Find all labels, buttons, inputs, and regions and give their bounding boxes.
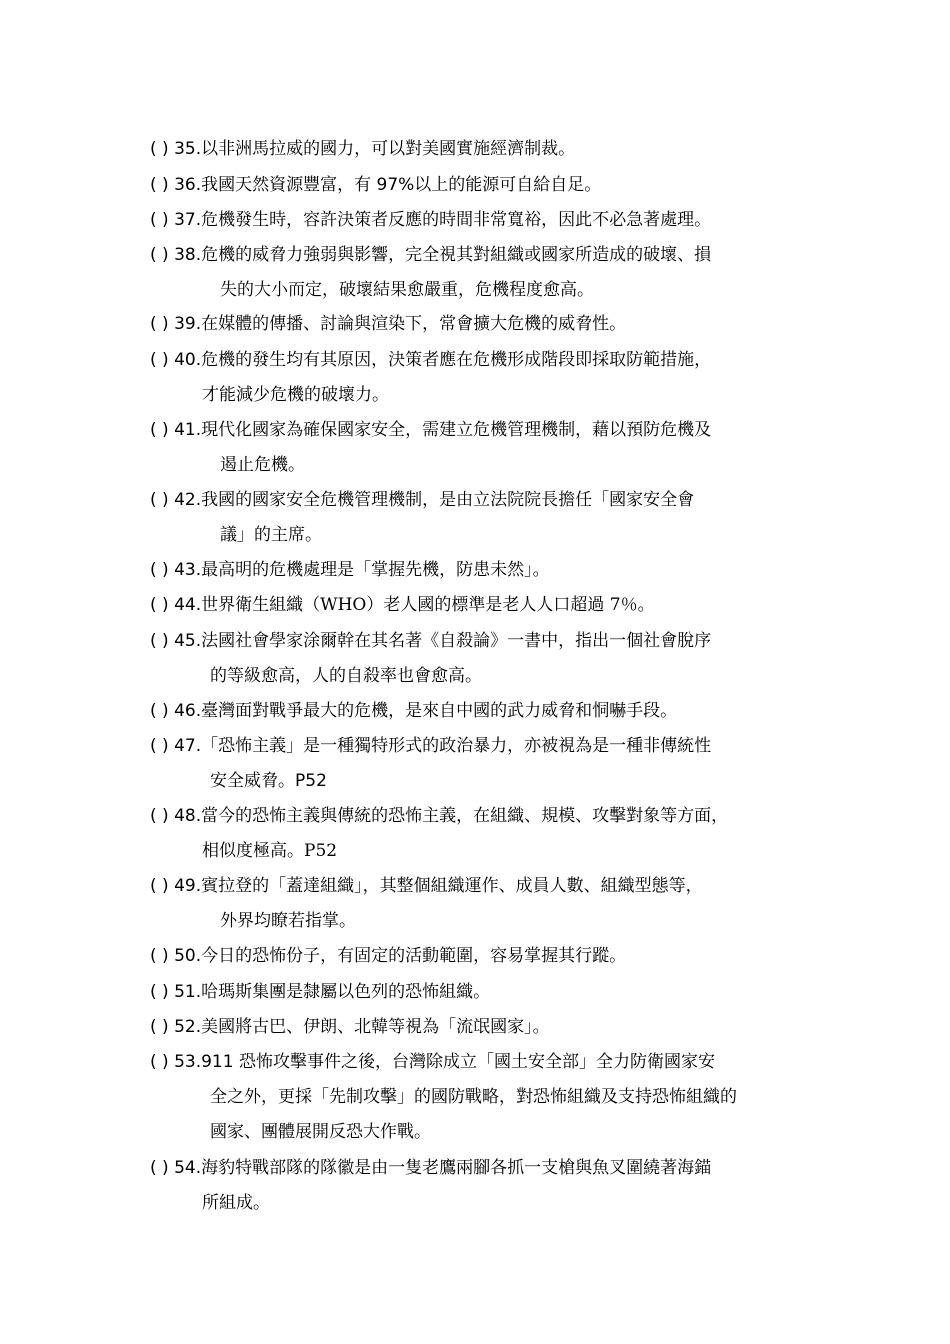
answer-blank-45[interactable]: ( ) 45. bbox=[150, 631, 202, 651]
question-text: 危機的威脅力強弱與影響，完全視其對組織或國家所造成的破壞、損 bbox=[201, 245, 712, 265]
question-40 bbox=[150, 343, 820, 413]
question-43 bbox=[150, 553, 820, 588]
question-text-continued: 議」的主席。 bbox=[220, 525, 322, 545]
question-50 bbox=[150, 939, 820, 974]
question-36 bbox=[150, 168, 820, 203]
question-text: 美國將古巴、伊朗、北韓等視為「流氓國家」。 bbox=[201, 1017, 550, 1037]
question-47 bbox=[150, 729, 820, 799]
question-text: 海豹特戰部隊的隊徽是由一隻老鷹兩腳各抓一支槍與魚叉圍繞著海錨 bbox=[201, 1158, 712, 1178]
question-text: 當今的恐怖主義與傳統的恐怖主義，在組織、規模、攻擊對象等方面， bbox=[201, 806, 729, 826]
question-44 bbox=[150, 588, 820, 623]
answer-blank-44[interactable]: ( ) 44. bbox=[150, 595, 202, 615]
answer-blank-39[interactable]: ( ) 39. bbox=[150, 314, 202, 334]
answer-blank-42[interactable]: ( ) 42. bbox=[150, 490, 202, 510]
question-text: 「恐怖主義」是一種獨特形式的政治暴力，亦被視為是一種非傳統性 bbox=[201, 736, 712, 756]
question-text: 最高明的危機處理是「掌握先機，防患未然」。 bbox=[201, 560, 550, 580]
question-41 bbox=[150, 413, 820, 483]
question-text-continued: 遏止危機。 bbox=[220, 455, 305, 475]
question-49 bbox=[150, 869, 820, 939]
question-text-continued: 國家、團體展開反恐大作戰。 bbox=[210, 1122, 431, 1142]
answer-blank-43[interactable]: ( ) 43. bbox=[150, 560, 202, 580]
answer-blank-36[interactable]: ( ) 36. bbox=[150, 175, 202, 195]
answer-blank-52[interactable]: ( ) 52. bbox=[150, 1017, 202, 1037]
question-46 bbox=[150, 694, 820, 729]
question-53 bbox=[150, 1045, 820, 1150]
question-text: 以非洲馬拉威的國力，可以對美國實施經濟制裁。 bbox=[201, 139, 576, 159]
question-text: 現代化國家為確保國家安全，需建立危機管理機制，藉以預防危機及 bbox=[201, 420, 712, 440]
question-text: 911 恐怖攻擊事件之後，台灣除成立「國土安全部」全力防衛國家安 bbox=[201, 1052, 715, 1072]
question-text: 世界衛生組織（WHO）老人國的標準是老人人口超過 7％。 bbox=[201, 595, 655, 615]
question-text-continued: 所組成。 bbox=[202, 1193, 270, 1213]
answer-blank-41[interactable]: ( ) 41. bbox=[150, 420, 202, 440]
question-42 bbox=[150, 483, 820, 553]
question-text-continued: 的等級愈高，人的自殺率也會愈高。 bbox=[210, 666, 482, 686]
answer-blank-48[interactable]: ( ) 48. bbox=[150, 806, 202, 826]
answer-blank-50[interactable]: ( ) 50. bbox=[150, 946, 202, 966]
answer-blank-37[interactable]: ( ) 37. bbox=[150, 210, 202, 230]
question-35 bbox=[150, 132, 820, 167]
question-text-continued: 相似度極高。P52 bbox=[202, 841, 338, 861]
question-text: 哈瑪斯集團是隸屬以色列的恐怖組織。 bbox=[201, 982, 491, 1002]
question-text: 我國的國家安全危機管理機制，是由立法院院長擔任「國家安全會 bbox=[201, 490, 695, 510]
question-text-continued: 外界均瞭若指掌。 bbox=[220, 911, 356, 931]
question-text: 我國天然資源豐富，有 97%以上的能源可自給自足。 bbox=[201, 175, 602, 195]
question-text-continued: 全之外，更採「先制攻擊」的國防戰略，對恐怖組織及支持恐怖組織的 bbox=[210, 1087, 737, 1107]
question-38 bbox=[150, 238, 820, 308]
question-text: 在媒體的傳播、討論與渲染下，常會擴大危機的威脅性。 bbox=[201, 314, 627, 334]
question-48 bbox=[150, 799, 820, 869]
answer-blank-46[interactable]: ( ) 46. bbox=[150, 701, 202, 721]
question-52 bbox=[150, 1010, 820, 1045]
question-text: 臺灣面對戰爭最大的危機，是來自中國的武力威脅和恫嚇手段。 bbox=[201, 701, 678, 721]
answer-blank-49[interactable]: ( ) 49. bbox=[150, 876, 202, 896]
question-37 bbox=[150, 203, 820, 238]
question-text: 危機的發生均有其原因，決策者應在危機形成階段即採取防範措施， bbox=[201, 350, 712, 370]
answer-blank-53[interactable]: ( ) 53. bbox=[150, 1052, 202, 1072]
question-text-continued: 安全威脅。P52 bbox=[210, 771, 327, 791]
answer-blank-40[interactable]: ( ) 40. bbox=[150, 350, 202, 370]
question-text: 危機發生時，容許決策者反應的時間非常寬裕，因此不必急著處理。 bbox=[201, 210, 712, 230]
question-45 bbox=[150, 624, 820, 694]
answer-blank-51[interactable]: ( ) 51. bbox=[150, 982, 202, 1002]
question-51 bbox=[150, 975, 820, 1010]
question-text: 法國社會學家涂爾幹在其名著《自殺論》一書中，指出一個社會脫序 bbox=[201, 631, 712, 651]
question-text-continued: 失的大小而定，破壞結果愈嚴重，危機程度愈高。 bbox=[220, 280, 594, 300]
answer-blank-38[interactable]: ( ) 38. bbox=[150, 245, 202, 265]
question-text-continued: 才能減少危機的破壞力。 bbox=[202, 385, 389, 405]
answer-blank-54[interactable]: ( ) 54. bbox=[150, 1158, 202, 1178]
question-text: 賓拉登的「蓋達組織」，其整個組織運作、成員人數、組織型態等， bbox=[201, 876, 703, 896]
question-54 bbox=[150, 1151, 820, 1221]
answer-blank-47[interactable]: ( ) 47. bbox=[150, 736, 202, 756]
question-39 bbox=[150, 307, 820, 342]
question-text: 今日的恐怖份子，有固定的活動範圍，容易掌握其行蹤。 bbox=[201, 946, 627, 966]
answer-blank-35[interactable]: ( ) 35. bbox=[150, 139, 202, 159]
